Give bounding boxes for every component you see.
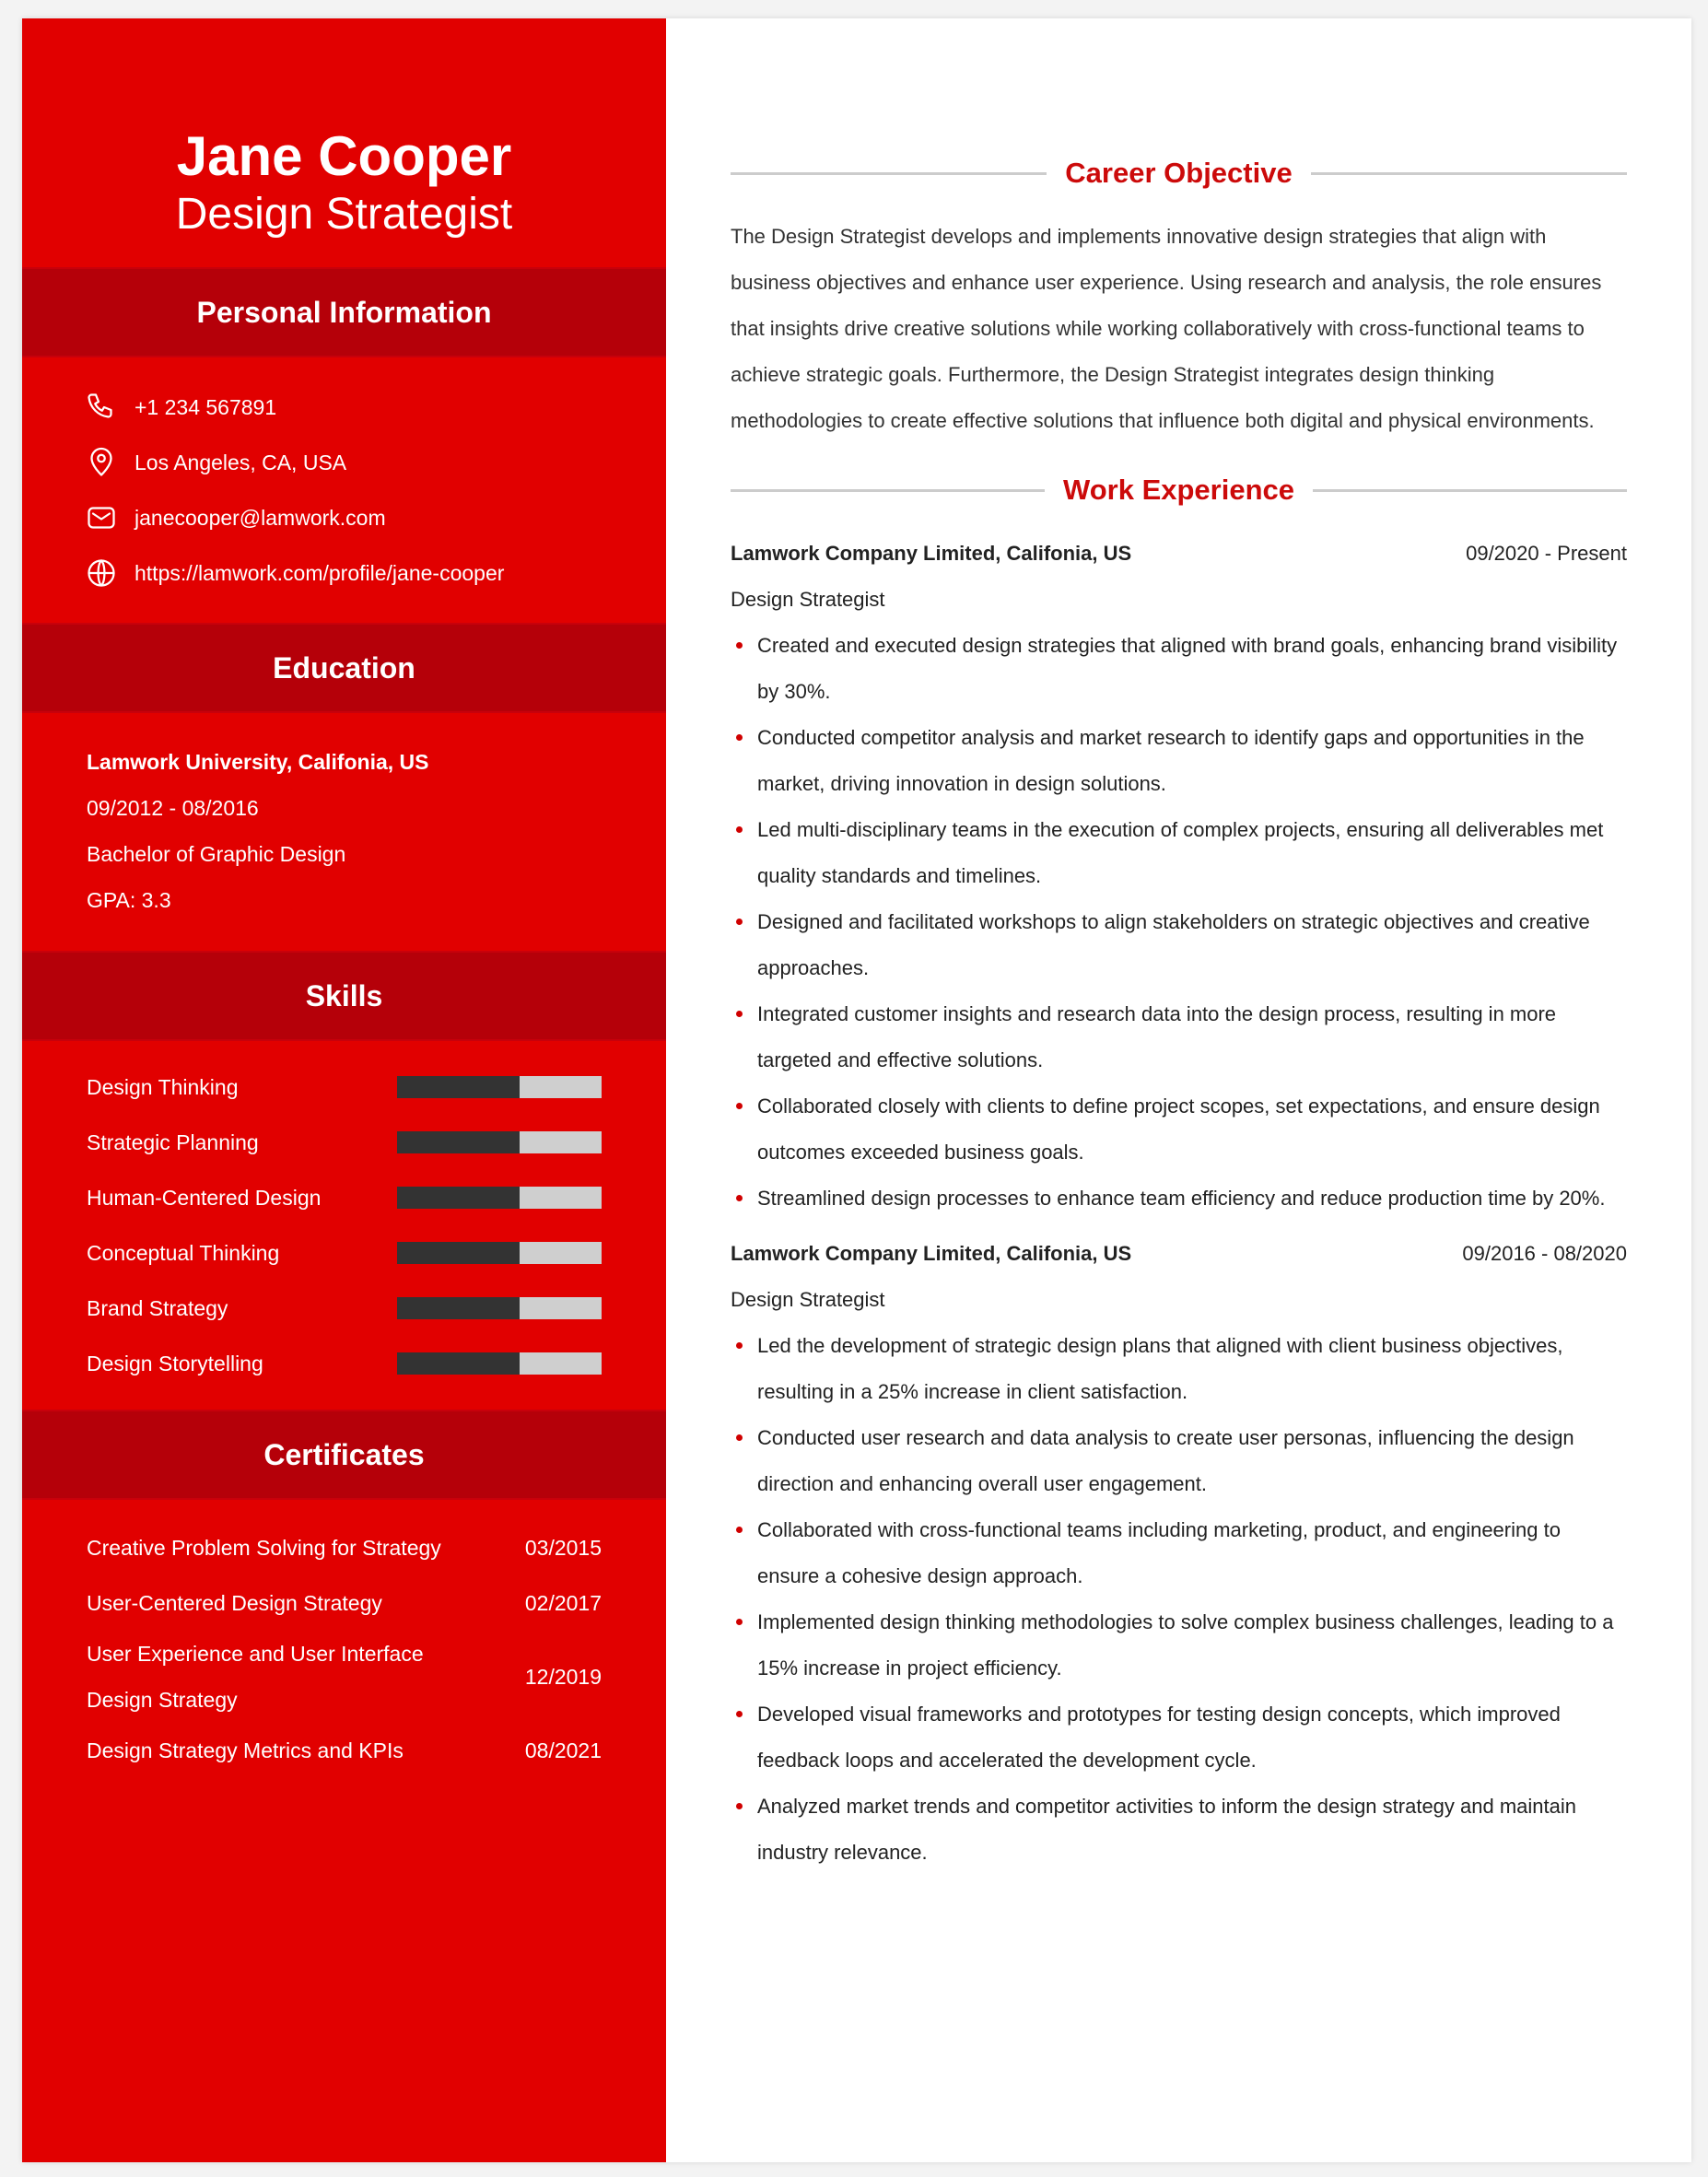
certificate-name: User Experience and User Interface Design Strategy: [87, 1642, 424, 1712]
location-text: Los Angeles, CA, USA: [135, 450, 347, 474]
job-bullet: Led the development of strategic design plans that aligned with client business objectives, resulting in a 25% increase in client satisfaction.: [731, 1323, 1627, 1415]
sidebar: [22, 18, 666, 2162]
job-bullets: [731, 1323, 1627, 1876]
skill-level-fill: [397, 1297, 520, 1319]
divider: [1313, 489, 1627, 492]
job-dates: 09/2016 - 08/2020: [1462, 1242, 1627, 1265]
skill-name: Strategic Planning: [87, 1129, 259, 1154]
job-bullet: Conducted user research and data analysis to create user personas, influencing the design direction and enhancing overall user engagement.: [731, 1415, 1627, 1507]
certificate-date: 03/2015: [524, 1535, 602, 1560]
contact-email: [85, 490, 666, 545]
phone-text: +1 234 567891: [135, 394, 277, 419]
contact-website: [85, 545, 666, 601]
education-header: Education: [22, 623, 666, 713]
resume-page: [22, 18, 1691, 2162]
skill-level-fill: [397, 1076, 520, 1098]
certificates-header: Certificates: [22, 1410, 666, 1500]
email-text: janecooper@lamwork.com: [135, 505, 386, 530]
phone-icon: [85, 391, 118, 424]
job-role: Design Strategist: [731, 588, 885, 611]
job-bullet: Implemented design thinking methodologies to solve complex business challenges, leading to a 15% increase in project efficiency.: [731, 1599, 1627, 1691]
certificate-name: Creative Problem Solving for Strategy: [87, 1536, 441, 1560]
divider: [731, 172, 1047, 175]
skill-item: [87, 1059, 602, 1115]
job-company: Lamwork Company Limited, Califonia, US: [731, 542, 1132, 565]
certificate-item: [87, 1575, 602, 1631]
job-entry: [731, 1231, 1627, 1876]
certificate-item: [87, 1520, 602, 1575]
skill-item: [87, 1336, 602, 1391]
candidate-role: Design Strategist: [175, 190, 513, 239]
skill-name: Conceptual Thinking: [87, 1240, 280, 1265]
job-bullet: Designed and facilitated workshops to align stakeholders on strategic objectives and creative approaches.: [731, 899, 1627, 991]
globe-icon: [85, 556, 118, 590]
job-entry: [731, 531, 1627, 1222]
education-dates: 09/2012 - 08/2016: [87, 796, 259, 820]
certificate-name: User-Centered Design Strategy: [87, 1591, 382, 1615]
job-bullet: Led multi-disciplinary teams in the execution of complex projects, ensuring all deliverables met quality standards and timelines.: [731, 807, 1627, 899]
skills-list: [22, 1041, 666, 1410]
skill-level-bar: [397, 1131, 602, 1153]
contact-list: [22, 357, 666, 623]
job-bullets: [731, 623, 1627, 1222]
job-company: Lamwork Company Limited, Califonia, US: [731, 1242, 1132, 1265]
job-bullet: Conducted competitor analysis and market research to identify gaps and opportunities in the market, driving innovation in design solutions.: [731, 715, 1627, 807]
certificate-date: 08/2021: [524, 1738, 602, 1762]
skill-name: Brand Strategy: [87, 1295, 228, 1320]
divider: [731, 489, 1045, 492]
objective-header: [731, 146, 1627, 201]
objective-text: The Design Strategist develops and implements innovative design strategies that align with business objectives and enhance user experience. Using research and analysis, the role ensures that insights drive creative solutions while working collaboratively with cross-functional teams to achieve strategic goals. Furthermore, the Design Strategist integrates design thinking methodologies to create effective solutions that influence both digital and physical environments.: [731, 225, 1602, 432]
contact-location: [85, 435, 666, 490]
job-bullet: Collaborated closely with clients to define project scopes, set expectations, and ensure design outcomes exceeded business goals.: [731, 1083, 1627, 1176]
skill-level-bar: [397, 1076, 602, 1098]
skill-level-bar: [397, 1242, 602, 1264]
education-block: [22, 713, 666, 951]
education-degree: Bachelor of Graphic Design: [87, 842, 346, 866]
job-bullet: Collaborated with cross-functional teams including marketing, product, and engineering to ensure a cohesive design approach.: [731, 1507, 1627, 1599]
job-bullet: Developed visual frameworks and prototypes for testing design concepts, which improved feedback loops and accelerated the development cycle.: [731, 1691, 1627, 1784]
mail-icon: [85, 501, 118, 534]
skill-item: [87, 1225, 602, 1281]
website-link[interactable]: https://lamwork.com/profile/jane-cooper: [135, 560, 505, 585]
personal-info-header: Personal Information: [22, 267, 666, 357]
job-bullet: Created and executed design strategies that aligned with brand goals, enhancing brand visibility by 30%.: [731, 623, 1627, 715]
skills-header: Skills: [22, 951, 666, 1041]
education-school: Lamwork University, Califonia, US: [87, 750, 429, 774]
job-dates: 09/2020 - Present: [1466, 542, 1627, 565]
skill-name: Design Thinking: [87, 1074, 239, 1099]
name-block: [22, 18, 666, 267]
skill-level-fill: [397, 1131, 520, 1153]
location-pin-icon: [85, 446, 118, 479]
job-bullet: Analyzed market trends and competitor activities to inform the design strategy and maintain industry relevance.: [731, 1784, 1627, 1876]
experience-header: [731, 462, 1627, 518]
main-content: [666, 18, 1691, 2162]
skill-level-fill: [397, 1352, 520, 1375]
skill-item: [87, 1281, 602, 1336]
skill-name: Design Storytelling: [87, 1351, 263, 1375]
certificate-name: Design Strategy Metrics and KPIs: [87, 1738, 404, 1762]
certificate-date: 02/2017: [524, 1590, 602, 1615]
job-bullet: Streamlined design processes to enhance team efficiency and reduce production time by 20%.: [731, 1176, 1627, 1222]
experience-title: Work Experience: [1063, 474, 1294, 506]
skill-level-bar: [397, 1187, 602, 1209]
education-gpa: GPA: 3.3: [87, 888, 171, 912]
certificate-item: [87, 1723, 602, 1778]
skill-name: Human-Centered Design: [87, 1185, 322, 1210]
skill-item: [87, 1170, 602, 1225]
skill-level-fill: [397, 1187, 520, 1209]
skill-level-bar: [397, 1297, 602, 1319]
job-bullet: Integrated customer insights and research data into the design process, resulting in more targeted and effective solutions.: [731, 991, 1627, 1083]
candidate-name: Jane Cooper: [176, 125, 512, 187]
divider: [1311, 172, 1627, 175]
job-role: Design Strategist: [731, 1288, 885, 1311]
contact-phone: [85, 380, 666, 435]
certificates-list: [22, 1500, 666, 1778]
skill-level-fill: [397, 1242, 520, 1264]
certificate-date: 12/2019: [524, 1664, 602, 1689]
job-header: [731, 531, 1627, 577]
objective-title: Career Objective: [1065, 157, 1293, 189]
skill-item: [87, 1115, 602, 1170]
skill-level-bar: [397, 1352, 602, 1375]
job-header: [731, 1231, 1627, 1277]
certificate-item: [87, 1631, 602, 1723]
